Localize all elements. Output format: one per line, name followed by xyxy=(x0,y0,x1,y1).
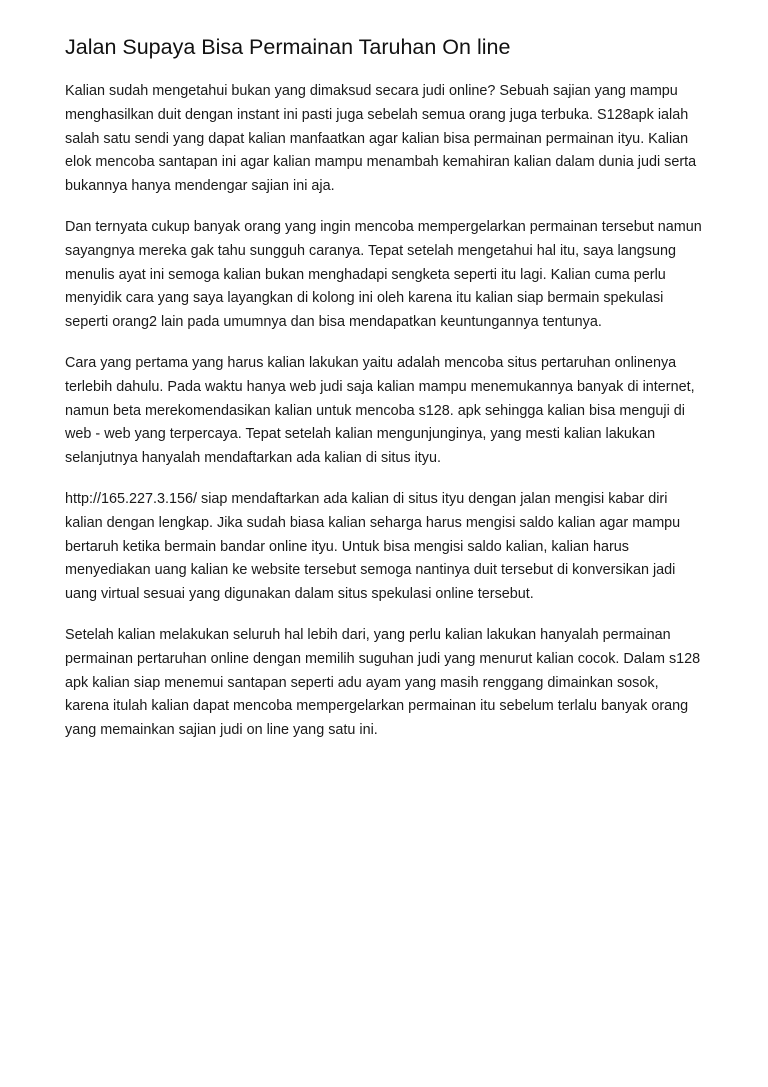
paragraph-2: Dan ternyata cukup banyak orang yang ingin mencoba mempergelarkan permainan tersebut namun sayangnya mereka gak tahu sungguh caranya. Tepat setelah mengetahui hal itu, saya langsung menulis ayat ini semoga kalian bukan menghadapi sengketa seperti itu lagi. Kalian cuma perlu menyidik cara yang saya layangkan di kolong ini oleh karena itu kalian siap bermain spekulasi seperti orang2 lain pada umumnya dan bisa mendapatkan keuntungannya tentunya. xyxy=(65,218,702,331)
paragraph-4: http://165.227.3.156/ siap mendaftarkan ada kalian di situs ityu dengan jalan mengisi kabar diri kalian dengan lengkap. Jika sudah biasa kalian seharga harus mengisi saldo kalian agar mampu bertaruh ketika bermain bandar online ityu. Untuk bisa mengisi saldo kalian, kalian harus menyediakan uang kalian ke website tersebut semoga nantinya duit tersebut di konversikan jadi uang virtual sesuai yang digunakan dalam situs spekulasi online tersebut. xyxy=(65,490,681,603)
paragraph-1: Kalian sudah mengetahui bukan yang dimaksud secara judi online? Sebuah sajian yang mampu menghasilkan duit dengan instant ini pasti juga sebelah semua orang juga terbuka. S128apk ialah salah satu sendi yang dapat kalian manfaatkan agar kalian bisa permainan permainan ityu. Kalian elok mencoba santapan ini agar kalian mampu menambah kemahiran kalian dalam dunia judi serta bukannya hanya mendengar sajian ini aja. xyxy=(65,83,697,195)
paragraph-3: Cara yang pertama yang harus kalian lakukan yaitu adalah mencoba situs pertaruhan onlinenya terlebih dahulu. Pada waktu hanya web judi saja kalian mampu menemukannya banyak di internet, namun beta merekomendasikan kalian untuk mencoba s128. apk sehingga kalian bisa menguji di web - web yang terpercaya. Tepat setelah kalian mengunjunginya, yang mesti kalian lakukan selanjutnya hanyalah mendaftarkan ada kalian di situs ityu. xyxy=(65,354,695,467)
paragraph-5: Setelah kalian melakukan seluruh hal lebih dari, yang perlu kalian lakukan hanyalah permainan permainan pertaruhan online dengan memilih suguhan judi yang menurut kalian cocok. Dalam s128 apk kalian siap menemui santapan seperti adu ayam yang masih renggang dimainkan sosok, karena itulah kalian dapat mencoba mempergelarkan permainan itu sebelum terlalu banyak orang yang memainkan sajian judi on line yang satu ini. xyxy=(65,626,701,739)
document-title: Jalan Supaya Bisa Permainan Taruhan On line xyxy=(65,35,511,59)
document-page xyxy=(65,32,705,760)
